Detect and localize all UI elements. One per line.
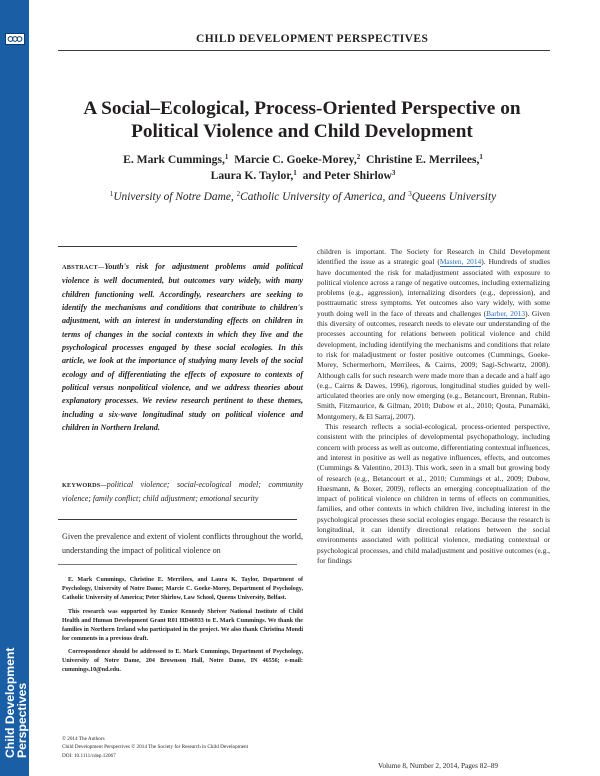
abstract-top-rule [58,246,297,247]
page-footer-citation: Volume 8, Number 2, 2014, Pages 82–89 [378,761,499,770]
author-goeke-morey: Marcie C. Goeke-Morey, [234,153,357,166]
affil-marker: 1 [293,169,297,177]
citation-link-masten[interactable]: Masten, 2014 [439,257,482,267]
affil-marker: 2 [356,153,361,161]
copyright-block [62,735,303,760]
doi: DOI: 10.1111/cdep.12067 [62,752,116,759]
author-shirlow: and Peter Shirlow [302,169,392,182]
affil-marker: 3 [408,190,412,198]
abstract-bottom-rule [58,519,297,520]
copyright-line-2: Child Development Perspectives © 2014 The Society for Research in Child Development [62,744,249,751]
journal-header: CHILD DEVELOPMENT PERSPECTIVES [196,33,429,45]
body-paragraph-1 [317,247,550,422]
author-list [70,152,536,184]
article-title [58,97,546,143]
affiliation-queens: Queens University [411,191,497,203]
affil-marker: 1 [224,153,229,161]
keywords-label: KEYWORDS— [62,482,107,489]
correspondence-note: Correspondence should be addressed to E. Mark Cummings, Department of Psychology, University of Notre Dame, 204 Brownson Hall, Notre Dame, IN 46556; e-mail: cummings.10@nd.edu. [62,649,303,673]
title-line-2: Political Violence and Child Development [131,121,473,142]
sidebar-title-line2: Perspectives [15,682,29,758]
author-merrilees: Christine E. Merrilees, [366,153,480,166]
authors-line-2 [70,168,536,184]
footnotes [62,576,303,680]
body-column-right [317,247,550,566]
author-taylor: Laura K. Taylor, [210,169,294,182]
copyright-line-1: © 2014 The Authors [62,736,105,742]
affiliations [70,190,536,204]
body-text: ). Hundreds of studies have documented the risk for maladjustment associated with exposure to political violence across a range of negative outcomes, including externalizing problems (e.g., aggression), internalizing disorders (e.g., depression), and posttraumatic stress symptoms. Yet outcomes also vary widely, with some youth doing well in the face of threats and challenges ( [317,257,551,318]
body-paragraph-2: This research reflects a social-ecological, process-oriented perspective, consistent with the principles of developmental psychopathology, including concern with process as well as outcome, differentiating contextual influences, and interest in positive as well as negative influences, effects, and outcomes (Cummings & Valentino, 2013). This work, seen in a small but growing body of research (e.g., Betancourt et al., 2010; Cummings et al., 2009; Dubow, Huesmann, & Boxer, 2009), reflects an emerging conceptualization of the impact of political violence on children in terms of effects on communities, families, and other contexts in which children live, including interest in the psychological processes these social ecologies engage. Because the research is longitudinal, it can identify directional relations between the social environments associated with political violence, mediating contextual or psychological processes, and child maladjustment and positive outcomes (e.g., for findings [317,422,550,565]
body-text: ). Given this diversity of outcomes, research needs to elevate our understanding of the processes accounting for relations between political violence and child development, including identifying the mechanisms and conditions that relate to risk for maladjustment or foster positive outcomes (Cummings, Goeke-Morey, Schermerhorn, Merrilees, & Cairns, 2009; Sagi-Schwartz, 2008). Although calls for such research were made more than a decade and a half ago (e.g., Cairns & Dawes, 1996), rigorous, longitudinal studies guided by well-articulated theories are only now emerging (e.g., Betancourt, Brennan, Rubin-Smith, Fitzmaurice, & Gilman, 2010; Dubow et al., 2010; Qouta, Punamäki, Montgomery, & El Sarraj, 2007). [317,308,550,421]
journal-logo-icon [5,33,25,45]
keywords-text: political violence; social-ecological model; community violence; family conflict; child adjustment; emotional security [62,480,303,503]
affil-marker: 1 [109,190,114,198]
footnote-rule [58,564,297,565]
abstract [62,260,303,434]
sidebar-title-line1: Child Development [3,647,17,758]
author-note: E. Mark Cummings, Christine E. Merrilees, and Laura K. Taylor, Department of Psychology, University of Notre Dame; Marcie C. Goeke-Morey, Department of Psychology, Catholic University of America; Peter Shirlow, Law School, Queens University, Belfast. [62,577,303,601]
affil-marker: 1 [479,153,483,161]
author-cummings: E. Mark Cummings, [123,153,225,166]
abstract-text: Youth's risk for adjustment problems amid political violence is well documented, but outcomes vary widely, with many children functioning well. Accordingly, researchers are seeking to identify the mechanisms and conditions that contribute to children's adjustment, with an interest in understanding effects on children in terms of changes in the social contexts in which they live and the psychological processes engaged by these social ecologies. In this article, we look at the importance of studying many levels of the social ecology and of differentiating the effects of exposure to contexts of political versus nonpolitical violence, and we address theories about explanatory processes. We review research pertinent to these themes, including a six-wave longitudinal study on political violence and children in Northern Ireland. [62,262,303,433]
body-text: children is important. The Society for Research in Child Development identified the issue as a strategic goal ( [317,247,550,267]
affil-marker: 3 [391,169,396,177]
abstract-label: ABSTRACT— [62,264,105,271]
intro-paragraph: Given the prevalence and extent of violent conflicts throughout the world, understanding the impact of political violence on [62,532,303,555]
affiliation-catholic-university: Catholic University of America, and [240,191,409,203]
keywords [62,478,303,505]
affil-marker: 2 [236,190,241,198]
header-rule [58,50,550,51]
funding-note: This research was supported by Eunice Kennedy Shriver National Institute of Child Health and Human Development Grant R01 HD46933 to E. Mark Cummings. We thank the families in Northern Ireland who participated in the project. We also thank Christina Mondi for comments in a previous draft. [62,608,303,642]
affiliation-notre-dame: University of Notre Dame, [113,191,237,203]
citation-link-barber[interactable]: Barber, 2013 [486,308,526,318]
authors-line-1 [70,152,536,168]
title-line-1: A Social–Ecological, Process-Oriented Perspective on [83,98,521,119]
sidebar-journal-title [1,625,29,760]
journal-sidebar [0,0,29,776]
